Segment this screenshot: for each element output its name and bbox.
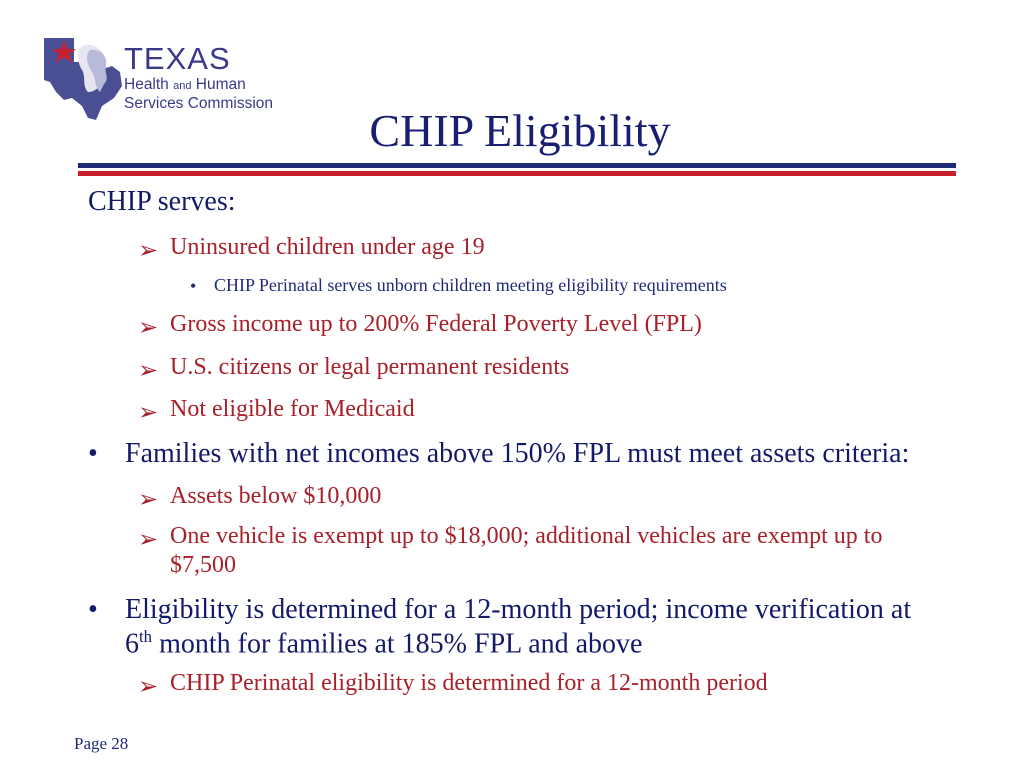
- list-item: Not eligible for Medicaid: [170, 396, 415, 422]
- arrow-bullet-icon: ➢: [138, 398, 159, 426]
- list-item: Eligibility is determined for a 12-month period; income verification at: [125, 594, 912, 625]
- page-title: CHIP Eligibility: [369, 105, 671, 156]
- bullet-dot-icon: •: [88, 438, 98, 469]
- logo-human: Human: [195, 76, 246, 93]
- page-number: Page 28: [74, 734, 129, 753]
- divider-blue: [78, 163, 956, 168]
- list-item: One vehicle is exempt up to $18,000; additional vehicles are exempt up to: [170, 523, 883, 549]
- divider-red: [78, 171, 956, 176]
- list-item-continuation: [125, 627, 643, 660]
- arrow-bullet-icon: ➢: [138, 356, 159, 384]
- logo-wordmark-texas: TEXAS: [124, 41, 231, 76]
- list-item: Families with net incomes above 150% FPL must meet assets criteria:: [125, 438, 910, 469]
- list-item: CHIP Perinatal serves unborn children meeting eligibility requirements: [214, 275, 727, 295]
- logo-line-health: [124, 76, 273, 95]
- arrow-bullet-icon: ➢: [138, 485, 159, 513]
- arrow-bullet-icon: ➢: [138, 236, 159, 264]
- list-item: U.S. citizens or legal permanent residents: [170, 354, 570, 380]
- arrow-bullet-icon: ➢: [138, 525, 159, 553]
- list-item: Gross income up to 200% Federal Poverty Level (FPL): [170, 311, 702, 337]
- bullet-dot-icon: •: [88, 594, 98, 625]
- list-item-continuation: $7,500: [170, 552, 236, 578]
- ordinal-suffix: th: [139, 627, 153, 646]
- intro-text: CHIP serves:: [88, 186, 236, 217]
- arrow-bullet-icon: ➢: [138, 313, 159, 341]
- list-item: CHIP Perinatal eligibility is determined for a 12-month period: [170, 670, 768, 696]
- arrow-bullet-icon: ➢: [138, 672, 159, 700]
- ordinal-number: 6: [125, 628, 139, 660]
- logo-services-commission: Services Commission: [124, 95, 274, 112]
- list-item: Assets below $10,000: [170, 483, 382, 509]
- logo-health: Health: [124, 76, 169, 93]
- ordinal-rest: month for families at 185% FPL and above: [152, 628, 643, 660]
- list-item: Uninsured children under age 19: [170, 234, 485, 260]
- logo-and: and: [173, 80, 192, 92]
- bullet-dot-icon: •: [190, 276, 197, 296]
